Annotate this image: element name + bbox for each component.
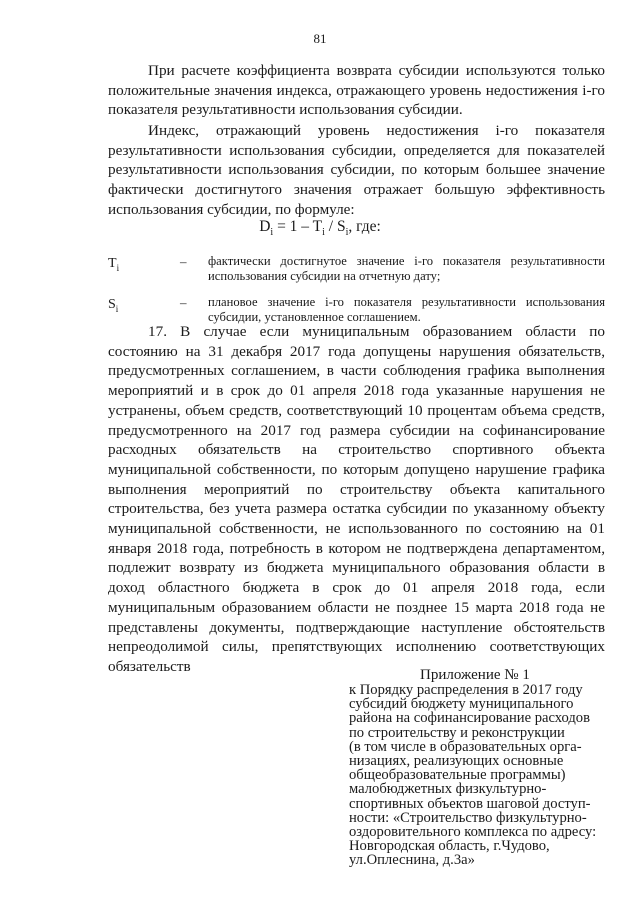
definition-dash: –: [180, 295, 187, 310]
definition-row: [108, 254, 605, 283]
formula-lhs: D: [259, 218, 271, 235]
paragraph-item-17: 17. В случае если муниципальным образованием области по состоянию на 31 декабря 2017 года допущены нарушения обязательств, предусмотренных соглашением, в части соблюдения графика выполнения мероприятий и в срок до 01 апреля 2018 года указанные нарушения не устранены, объем средств, соответствующий 10 процентам объема средств, предусмотренного на 2017 год размера субсидии на софинансирование расходных обязательств на строительство спортивного объекта муниципальной собственности, по которым допущено нарушение графика выполнения мероприятий по строительству объекта капитального строительства, без учета размера остатка субсидии по указанному объекту муниципальной собственности, не использованного по состоянию на 01 января 2018 года, потребность в котором не подтверждена департаментом, подлежит возврату из бюджета муниципального образования области в доход областного бюджета в срок до 01 апреля 2018 года, если муниципальным образованием области не позднее 15 марта 2018 года не представлены документы, подтверждающие наступление обстоятельств непреодолимой силы, препятствующих исполнению соответствующих обязательств: [108, 323, 605, 675]
definition-symbol: [108, 295, 180, 324]
definition-row: [108, 295, 605, 324]
page-number: 81: [313, 31, 327, 46]
definition-text: плановое значение i-го показателя результативности использования субсидии, установленное соглашением.: [208, 295, 605, 324]
formula-slash: / S: [324, 218, 346, 235]
appendix-title: Приложение № 1: [420, 667, 530, 683]
paragraph-index-definition: Индекс, отражающий уровень недостижения i-го показателя результативности использования субсидии, определяется для показателей результативности использования субсидии, по которым большее значение фактически достигнутого значения отражает большую эффективность использования субсидии, по формуле:: [108, 122, 605, 218]
formula-middle: = 1 – T: [273, 218, 323, 235]
definition-dash: –: [180, 254, 187, 269]
formula-tail: , где:: [348, 218, 381, 235]
formula-lhs-subscript: i: [270, 227, 274, 239]
definition-symbol-subscript: i: [116, 262, 120, 273]
paragraph-positive-index: При расчете коэффициента возврата субсидии используются только положительные значения индекса, отражающего уровень недостижения i-го показателя результативности использования субсидии.: [108, 62, 605, 119]
definition-symbol: [108, 254, 180, 283]
definition-symbol-subscript: i: [115, 303, 119, 314]
definition-symbol-letter: S: [108, 297, 116, 312]
formula: [0, 218, 640, 238]
formula-s-subscript: i: [345, 227, 349, 239]
formula-t-subscript: i: [322, 227, 325, 239]
appendix-caption: к Порядку распределения в 2017 году субсидий бюджету муниципального района на софинансирование расходов по строительству и реконструкции (в том числе в образовательных орга- низациях, реализующих основные общеобразовательные программы) малобюджетных физкультурно- спортивных объектов шаговой доступ- ности: «Строительство физкультурно- оздоровительного комплекса по адресу: Новгородская область, г.Чудово, ул.Оплеснина, д.3а»: [349, 682, 597, 869]
definition-symbol-letter: T: [108, 256, 117, 271]
definition-text: фактически достигнутое значение i-го показателя результативности использования субсидии на отчетную дату;: [208, 254, 605, 283]
